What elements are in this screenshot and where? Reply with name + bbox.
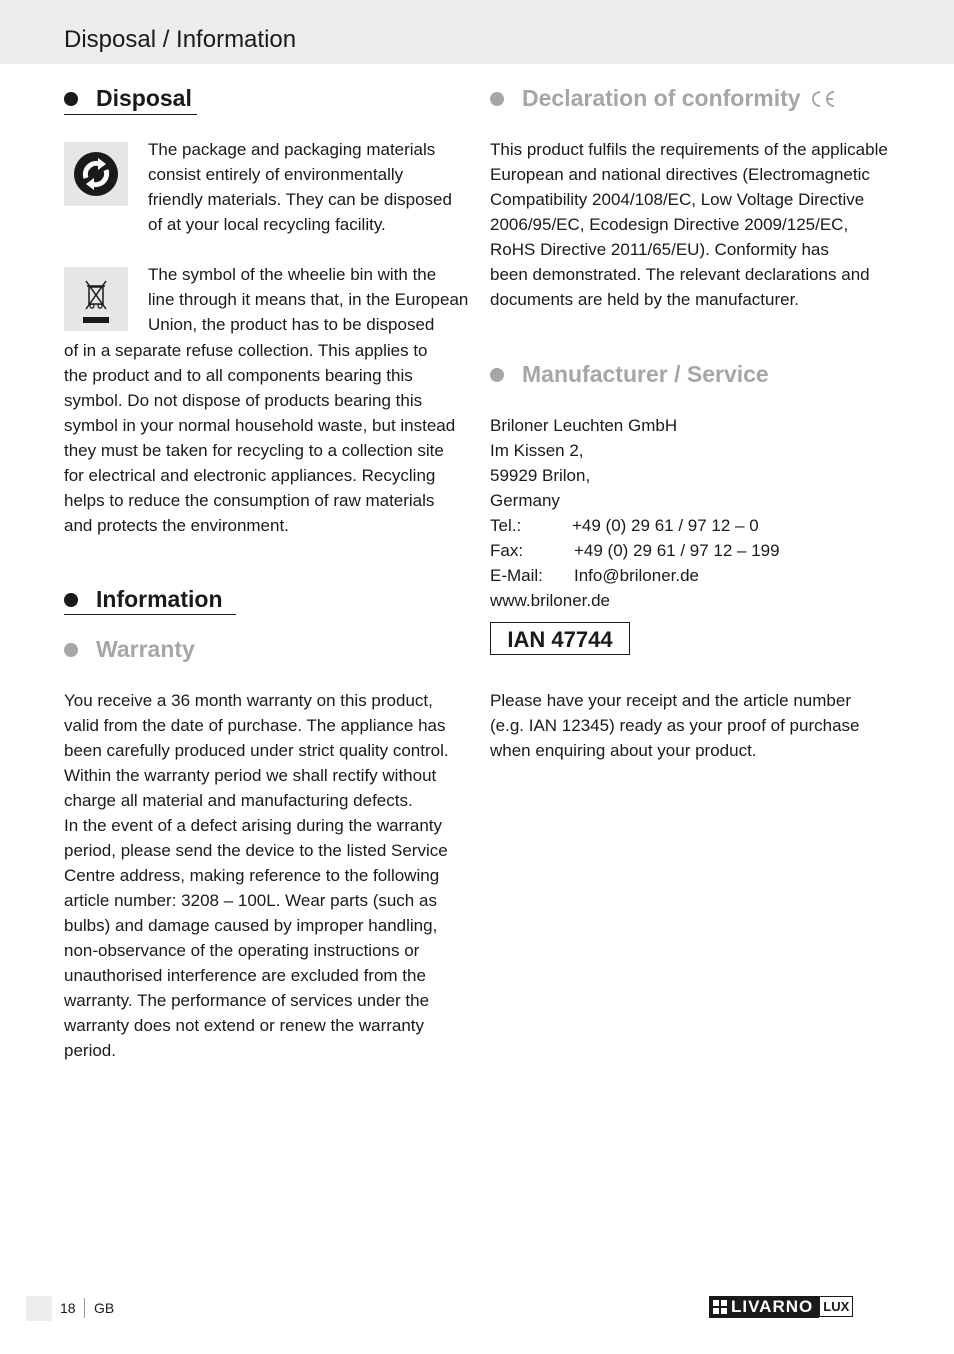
text-line: 2006/95/EC, Ecodesign Directive 2009/125/EC,: [490, 215, 849, 234]
text-line: In the event of a defect arising during the warranty: [64, 816, 443, 835]
website-link[interactable]: www.briloner.de: [490, 591, 611, 610]
text-line: they must be taken for recycling to a collection site: [64, 441, 444, 460]
text-line: consist entirely of environmentally: [148, 165, 404, 184]
warranty-text: [64, 688, 449, 1063]
email-label: E-Mail:: [490, 566, 543, 585]
footer-page-box: [26, 1296, 52, 1321]
text-line: been carefully produced under strict quality control.: [64, 741, 449, 760]
page-title: Disposal / Information: [64, 26, 297, 53]
text-line: non-observance of the operating instructions or: [64, 941, 420, 960]
text-line: helps to reduce the consumption of raw materials: [64, 491, 435, 510]
bullet-icon: [64, 593, 78, 607]
text-line: RoHS Directive 2011/65/EU). Conformity has: [490, 240, 829, 259]
tel-value: +49 (0) 29 61 / 97 12 – 0: [572, 516, 759, 535]
email-link[interactable]: Info@briloner.de: [574, 566, 700, 585]
information-heading-text: Information: [96, 586, 223, 612]
conformity-heading: [490, 85, 837, 112]
text-line: bulbs) and damage caused by improper handling,: [64, 916, 438, 935]
manufacturer-heading: [490, 361, 769, 388]
weee-text-full: [64, 338, 455, 538]
text-line: warranty. The performance of services under the: [64, 991, 430, 1010]
manufacturer-address: [490, 413, 677, 513]
text-line: symbol. Do not dispose of products bearing this: [64, 391, 423, 410]
text-line: symbol in your normal household waste, but instead: [64, 416, 456, 435]
footer-divider: [84, 1298, 85, 1318]
logo-lux-text: LUX: [819, 1296, 853, 1317]
text-line: warranty does not extend or renew the warranty: [64, 1016, 425, 1035]
text-line: Please have your receipt and the article number: [490, 691, 851, 710]
warranty-heading-text: Warranty: [96, 636, 195, 662]
warranty-heading: [64, 636, 195, 663]
text-line: documents are held by the manufacturer.: [490, 290, 800, 309]
disposal-heading-text: Disposal: [96, 85, 192, 111]
page-header: [0, 0, 954, 64]
recycling-text: [148, 137, 452, 237]
receipt-text: [490, 688, 859, 763]
conformity-heading-text: Declaration of conformity: [522, 85, 801, 111]
text-line: Compatibility 2004/108/EC, Low Voltage Directive: [490, 190, 865, 209]
text-line: when enquiring about your product.: [490, 741, 757, 760]
text-line: line through it means that, in the European: [148, 290, 469, 309]
text-line: of at your local recycling facility.: [148, 215, 386, 234]
text-line: article number: 3208 – 100L. Wear parts (such as: [64, 891, 437, 910]
conformity-text: [490, 137, 888, 312]
address-line: Germany: [490, 491, 560, 510]
text-line: The symbol of the wheelie bin with the: [148, 265, 437, 284]
text-line: valid from the date of purchase. The appliance has: [64, 716, 446, 735]
logo-mark-icon: [713, 1300, 727, 1314]
text-line: period.: [64, 1041, 116, 1060]
text-line: Within the warranty period we shall rectify without: [64, 766, 437, 785]
text-line: of in a separate refuse collection. This applies to: [64, 341, 428, 360]
bullet-icon: [64, 643, 78, 657]
text-line: Centre address, making reference to the following: [64, 866, 440, 885]
weee-text-short: [148, 262, 468, 337]
address-line: Im Kissen 2,: [490, 441, 584, 460]
bullet-icon: [490, 92, 504, 106]
disposal-underline: [64, 114, 197, 115]
crossed-wheelie-bin-icon: [64, 267, 128, 331]
text-line: This product fulfils the requirements of the applicable: [490, 140, 888, 159]
language-code: GB: [94, 1300, 115, 1316]
text-line: for electrical and electronic appliances. Recycling: [64, 466, 436, 485]
text-line: unauthorised interference are excluded from the: [64, 966, 426, 985]
text-line: been demonstrated. The relevant declarations and: [490, 265, 870, 284]
manufacturer-heading-text: Manufacturer / Service: [522, 361, 769, 387]
text-line: friendly materials. They can be disposed: [148, 190, 452, 209]
address-line: Briloner Leuchten GmbH: [490, 416, 678, 435]
text-line: The package and packaging materials: [148, 140, 436, 159]
ce-mark-icon: [809, 89, 837, 109]
logo-brand-text: LIVARNO: [731, 1297, 814, 1316]
text-line: period, please send the device to the listed Service: [64, 841, 448, 860]
address-line: 59929 Brilon,: [490, 466, 591, 485]
green-dot-recycling-icon: [64, 142, 128, 206]
text-line: European and national directives (Electromagnetic: [490, 165, 870, 184]
text-line: the product and to all components bearing this: [64, 366, 413, 385]
fax-value: +49 (0) 29 61 / 97 12 – 199: [574, 541, 780, 560]
disposal-heading: [64, 85, 192, 112]
tel-label: Tel.:: [490, 516, 522, 535]
bullet-icon: [490, 368, 504, 382]
fax-label: Fax:: [490, 541, 524, 560]
text-line: Union, the product has to be disposed: [148, 315, 435, 334]
bullet-icon: [64, 92, 78, 106]
logo-main: [709, 1296, 819, 1318]
text-line: charge all material and manufacturing defects.: [64, 791, 413, 810]
text-line: You receive a 36 month warranty on this product,: [64, 691, 433, 710]
information-underline: [64, 614, 236, 615]
page-number: 18: [60, 1300, 76, 1316]
text-line: and protects the environment.: [64, 516, 289, 535]
text-line: (e.g. IAN 12345) ready as your proof of purchase: [490, 716, 860, 735]
ian-box: IAN 47744: [490, 622, 630, 655]
livarno-lux-logo: [709, 1296, 853, 1318]
information-heading: [64, 586, 223, 613]
